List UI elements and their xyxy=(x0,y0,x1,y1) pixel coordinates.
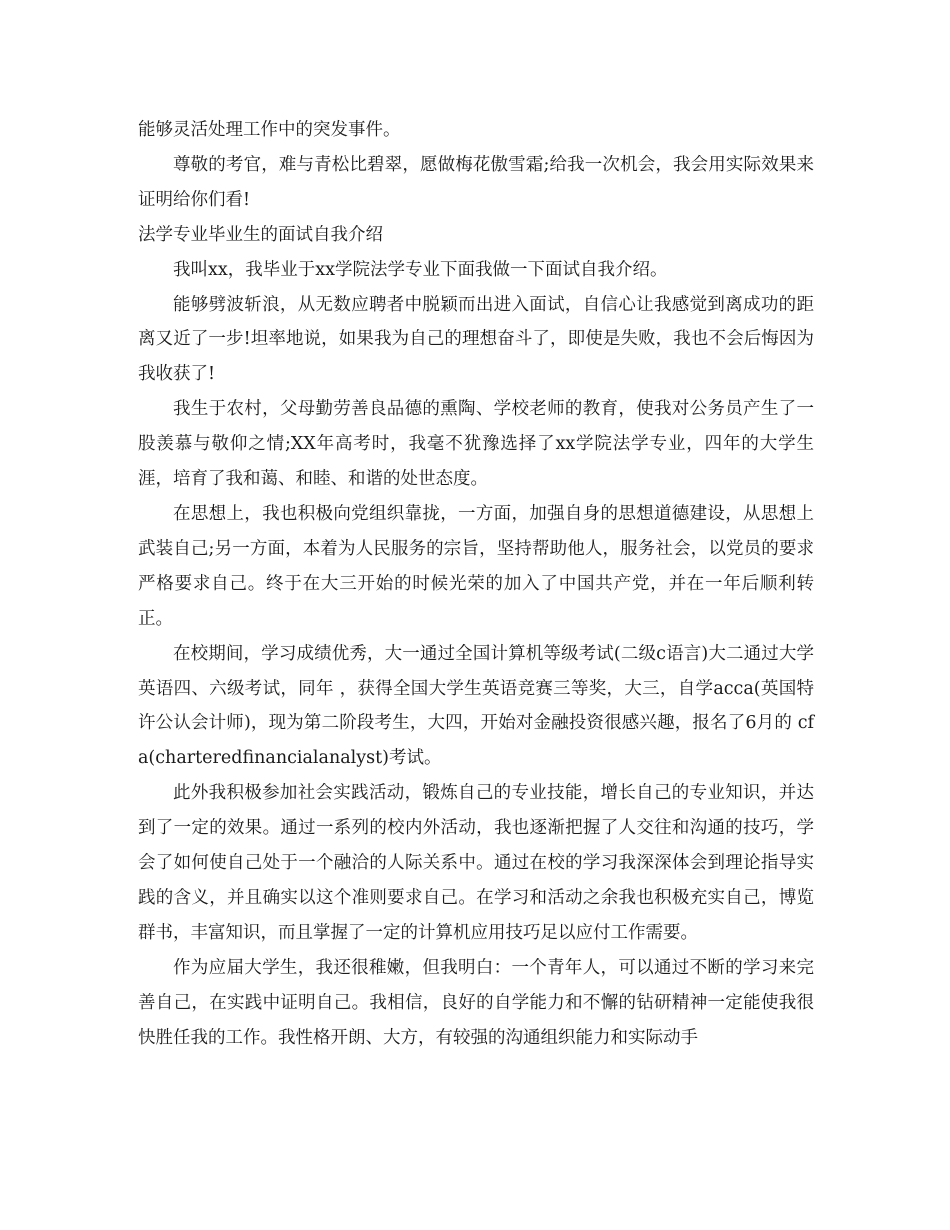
paragraph-confidence: 能够劈波斩浪，从无数应聘者中脱颖而出进入面试，自信心让我感觉到离成功的距离又近了一步!坦率地说，如果我为自己的理想奋斗了，即使是失败，我也不会后悔因为我收获了! xyxy=(138,294,814,385)
paragraph-intro: 我叫xx，我毕业于xx学院法学专业下面我做一下面试自我介绍。 xyxy=(173,259,668,280)
document-body xyxy=(138,113,814,1055)
paragraph-continuation: 能够灵活处理工作中的突发事件。 xyxy=(138,120,401,140)
paragraph-ideology: 在思想上，我也积极向党组织靠拢，一方面，加强自身的思想道德建设，从思想上武装自己;另一方面，本着为人民服务的宗旨，坚持帮助他人，服务社会，以党员的要求严格要求自己。终于在大三开始的时候光荣的加入了中国共产党，并在一年后顺利转正。 xyxy=(138,503,814,629)
paragraph-achievements: 在校期间，学习成绩优秀，大一通过全国计算机等级考试(二级c语言)大二通过大学英语四、六级考试，同年 ，获得全国大学生英语竞赛三等奖，大三，自学acca(英国特许公认会计师)，现为第二阶段考生，大四，开始对金融投资很感兴趣，报名了6月的 cfa(charteredfinancialanalyst)考试。 xyxy=(138,643,814,769)
section-title: 法学专业毕业生的面试自我介绍 xyxy=(138,224,383,245)
paragraph-activities: 此外我积极参加社会实践活动，锻炼自己的专业技能，增长自己的专业知识，并达到了一定的效果。通过一系列的校内外活动，我也逐渐把握了人交往和沟通的技巧，学会了如何使自己处于一个融洽的人际关系中。通过在校的学习我深深体会到理论指导实践的含义，并且确实以这个准则要求自己。在学习和活动之余我也积极充实自己，博览群书，丰富知识，而且掌握了一定的计算机应用技巧足以应付工作需要。 xyxy=(138,783,814,943)
paragraph-background: 我生于农村，父母勤劳善良品德的熏陶、学校老师的教育，使我对公务员产生了一股羡慕与敬仰之情;XX年高考时，我毫不犹豫选择了xx学院法学专业，四年的大学生涯，培育了我和蔼、和睦、和谐的处世态度。 xyxy=(138,399,814,490)
paragraph-personality: 作为应届大学生，我还很稚嫩，但我明白：一个青年人，可以通过不断的学习来完善自己，在实践中证明自己。我相信，良好的自学能力和不懈的钻研精神一定能使我很快胜任我的工作。我性格开朗、大方，有较强的沟通组织能力和实际动手 xyxy=(138,957,814,1048)
paragraph-closing-remark: 尊敬的考官，难与青松比碧翠，愿做梅花傲雪霜;给我一次机会，我会用实际效果来证明给你们看! xyxy=(138,154,814,210)
